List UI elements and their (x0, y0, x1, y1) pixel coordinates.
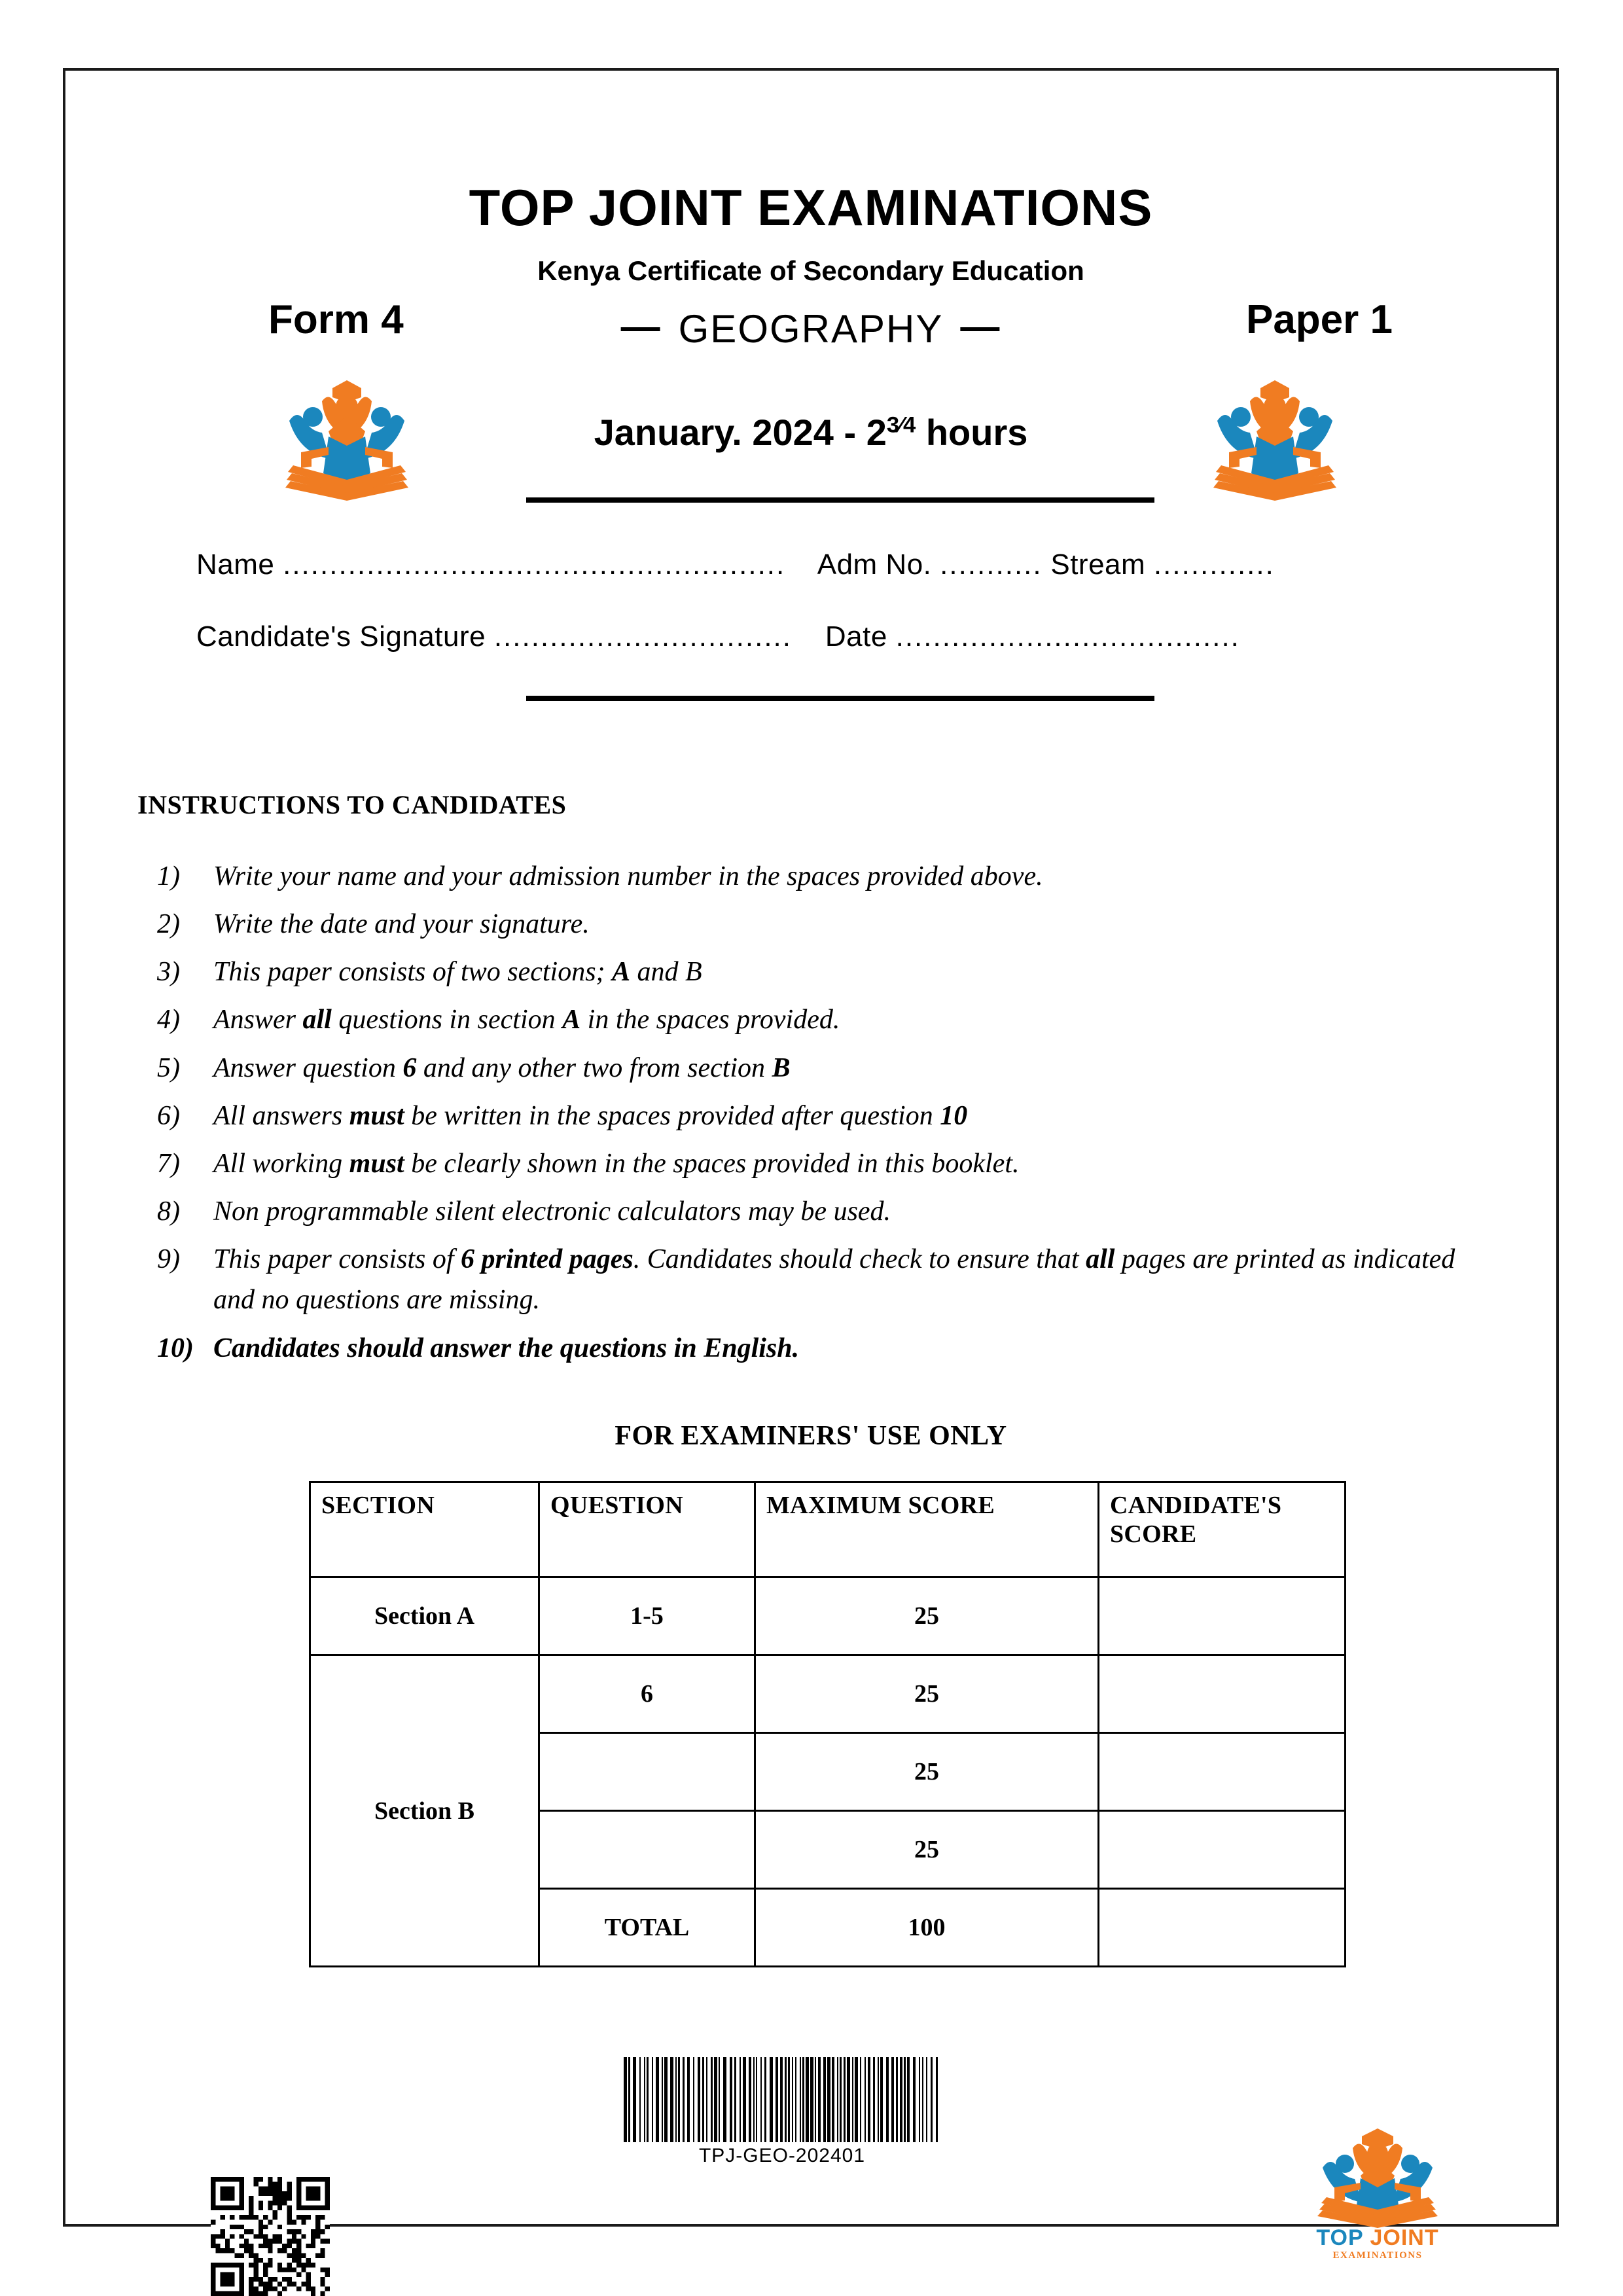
instructions-list (157, 856, 1484, 1376)
instruction-item (157, 1048, 1484, 1088)
instruction-text: Answer all questions in section A in the spaces provided. (213, 1005, 840, 1035)
instruction-text: All answers must be written in the spaces provided after question 10 (213, 1100, 968, 1131)
candidate-identity-line (196, 548, 1484, 581)
cell-question[interactable] (539, 1811, 755, 1889)
instruction-item (157, 952, 1484, 992)
cell-candidate-score[interactable] (1099, 1577, 1346, 1655)
instruction-text: This paper consists of two sections; A and B (213, 957, 702, 988)
instruction-text: Candidates should answer the questions in English. (213, 1333, 800, 1363)
instruction-number: 10) (157, 1333, 194, 1363)
wordmark-top: TOP (1316, 2225, 1364, 2250)
table-header-row (310, 1482, 1346, 1577)
cell-section: Section B (310, 1655, 539, 1967)
instruction-number: 2) (157, 909, 180, 940)
instruction-number: 7) (157, 1148, 180, 1179)
adm-no-input-dots[interactable]: ........... (940, 548, 1043, 581)
header-divider-bottom (526, 696, 1154, 701)
cell-section: Section A (310, 1577, 539, 1655)
cell-total-candidate[interactable] (1099, 1889, 1346, 1967)
instruction-number: 5) (157, 1052, 180, 1083)
column-header-max-score: MAXIMUM SCORE (755, 1482, 1099, 1577)
footer-wordmark (1302, 2227, 1453, 2249)
qr-code (211, 2177, 330, 2296)
instruction-text: Answer question 6 and any other two from section B (213, 1052, 791, 1083)
cell-total-max: 100 (755, 1889, 1099, 1967)
name-label: Name (196, 548, 275, 581)
certificate-subtitle: Kenya Certificate of Secondary Education (537, 255, 1084, 286)
instruction-text: Write the date and your signature. (213, 909, 590, 940)
stream-label: Stream (1050, 548, 1146, 581)
table-row (310, 1577, 1346, 1655)
date-label: Date (825, 620, 887, 653)
barcode-block (618, 2057, 946, 2167)
instructions-heading: INSTRUCTIONS TO CANDIDATES (137, 790, 567, 819)
name-input-dots[interactable]: ...................................................... (283, 548, 786, 581)
instruction-number: 8) (157, 1196, 180, 1227)
instruction-item (157, 904, 1484, 944)
instruction-text: All working must be clearly shown in the spaces provided in this booklet. (213, 1148, 1020, 1179)
column-header-question: QUESTION (539, 1482, 755, 1577)
session-text: January. 2024 - 2 (594, 412, 887, 453)
instruction-text: Write your name and your admission number in the spaces provided above. (213, 861, 1043, 891)
date-input-dots[interactable]: ..................................... (895, 620, 1240, 653)
signature-label: Candidate's Signature (196, 620, 486, 653)
paper-number: Paper 1 (1245, 297, 1393, 342)
instruction-item (157, 999, 1484, 1040)
wordmark-joint: JOINT (1370, 2225, 1439, 2250)
header-logo-right (1209, 368, 1340, 509)
header-divider-top (526, 497, 1154, 503)
duration-unit: hours (916, 412, 1028, 453)
instruction-text: Non programmable silent electronic calculators may be used. (213, 1196, 891, 1227)
signature-input-dots[interactable]: ................................ (493, 620, 792, 653)
instruction-item (157, 1328, 1484, 1369)
footer-logo-icon (1312, 2125, 1443, 2229)
table-body (310, 1577, 1346, 1967)
instruction-item (157, 1096, 1484, 1136)
column-header-section: SECTION (310, 1482, 539, 1577)
cell-question: 1-5 (539, 1577, 755, 1655)
cell-candidate-score[interactable] (1099, 1655, 1346, 1733)
adm-no-label: Adm No. (817, 548, 932, 581)
organization-title: TOP JOINT EXAMINATIONS (469, 179, 1153, 236)
instruction-item (157, 1191, 1484, 1232)
exam-paper-page (63, 68, 1559, 2261)
footer-logo (1302, 2125, 1453, 2261)
instruction-text: This paper consists of 6 printed pages. Candidates should check to ensure that all pages are printed as indicated and no questions are missing. (213, 1244, 1455, 1316)
dash-left-glyph: — (620, 304, 662, 348)
instruction-number: 1) (157, 861, 180, 891)
examiners-table-title: FOR EXAMINERS' USE ONLY (615, 1421, 1007, 1451)
cell-total-label: TOTAL (539, 1889, 755, 1967)
candidate-signature-line (196, 620, 1484, 653)
instruction-item (157, 1239, 1484, 1320)
subject-title (65, 306, 1556, 351)
dash-right-glyph: — (960, 304, 1001, 348)
duration-fraction: 3⁄4 (886, 412, 916, 438)
table-row (310, 1655, 1346, 1733)
instruction-item (157, 856, 1484, 897)
cell-max-score: 25 (755, 1577, 1099, 1655)
instruction-number: 4) (157, 1005, 180, 1035)
subject-name: GEOGRAPHY (678, 307, 944, 351)
instruction-number: 3) (157, 957, 180, 988)
cell-max-score: 25 (755, 1811, 1099, 1889)
cell-question: 6 (539, 1655, 755, 1733)
instruction-number: 6) (157, 1100, 180, 1131)
column-header-candidate-score: CANDIDATE'S SCORE (1099, 1482, 1346, 1577)
examiners-score-table (309, 1481, 1346, 1967)
cell-question[interactable] (539, 1733, 755, 1811)
instruction-item (157, 1143, 1484, 1184)
wordmark-examinations: EXAMINATIONS (1332, 2250, 1423, 2261)
stream-input-dots[interactable]: ............. (1153, 548, 1275, 581)
cell-candidate-score[interactable] (1099, 1733, 1346, 1811)
header-logo-left (281, 368, 412, 509)
form-level: Form 4 (268, 297, 404, 342)
instruction-number: 9) (157, 1244, 180, 1275)
barcode-label: TPJ-GEO-202401 (698, 2145, 866, 2166)
cell-max-score: 25 (755, 1655, 1099, 1733)
barcode-image (618, 2057, 946, 2142)
cell-max-score: 25 (755, 1733, 1099, 1811)
cell-candidate-score[interactable] (1099, 1811, 1346, 1889)
